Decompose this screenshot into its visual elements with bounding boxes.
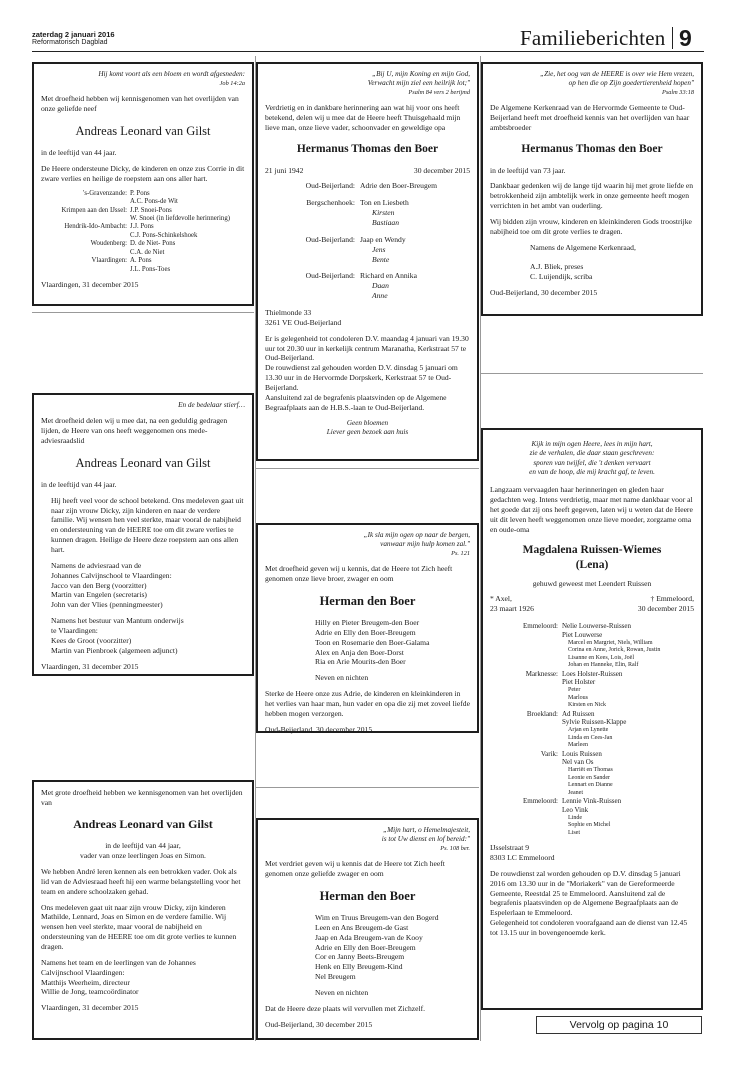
obituary-hermanus-den-boer-kerkenraad: [481, 62, 703, 316]
row-divider-right-1: [481, 373, 703, 374]
header-separator: [672, 27, 673, 49]
psalm-quote: „Zie, het oog van de HEERE is over wie Hem vrezen, op hen die op Zijn goedertierenheid hopen" Psalm 33:18: [540, 70, 694, 96]
intro-text: Met droefheid hebben wij kennisgenomen van het overlijden van onze geliefde neef: [41, 94, 239, 113]
place-date: Vlaardingen, 31 december 2015: [41, 661, 139, 671]
psalm-quote: „Bij U, mijn Koning en mijn God, Verwacht mijn ziel een heilrijk lot;" Psalm 84 vers 2 berijmd: [367, 70, 470, 96]
service-text: De rouwdienst zal gehouden worden D.V. dinsdag 5 januari om 13.30 uur in de Hervormde Dorpskerk, Kerkstraat 57 te Oud-Beijerland.: [265, 363, 458, 392]
condolence-text: Gelegenheid tot condoleren voorafgaand aan de dienst van 12.45 tot 13.15 uur in bovengenoemde kerk.: [490, 918, 688, 938]
paragraph-1: Dankbaar gedenken wij de lange tijd waarin hij met grote liefde en betrokkenheid zijn ambtelijk werk in onze gemeente heeft mogen verrichten in het ambt van ouderling.: [490, 181, 694, 211]
row-divider-left-1: [32, 312, 254, 313]
age-text: in de leeftijd van 44 jaar.: [41, 479, 117, 489]
body-text: Hij heeft veel voor de school betekend. Ons medeleven gaat uit naar zijn vrouw Dicky, zijn kinderen en naar de verdere familie. Wij wensen hen veel sterkte, maar vooral de nabijheid en ondersteuning van de HEERE toe om dit zware verlies te kunnen dragen. Heilige de Heere deze roepstem aan ons allen hart.: [51, 495, 244, 554]
address: Thielmonde 33 3261 VE Oud-Beijerland: [265, 307, 342, 327]
neven-nichten: Neven en nichten: [315, 673, 369, 683]
page-number: 9: [679, 25, 692, 51]
obituary-hermanus-den-boer-family: [256, 62, 479, 461]
intro-text: Met grote droefheid hebben we kennisgenomen van het overlijden van: [41, 788, 243, 807]
quote: En de bedelaar stierf…: [178, 401, 245, 409]
age-text: in de leeftijd van 44 jaar, vader van onze leerlingen Joas en Simon.: [80, 841, 206, 861]
psalm-quote: „Mijn hart, o Hemelmajesteit, is tot Uw dienst en lof bereid:" Ps. 108 ber.: [381, 826, 470, 852]
age-text: in de leeftijd van 73 jaar.: [490, 165, 566, 175]
closing-text: Dat de Heere deze plaats wil vervullen met Zichzelf.: [265, 1003, 426, 1013]
header-rule: [32, 51, 704, 52]
obituary-ruissen-wiemes: [481, 428, 703, 1010]
life-dates: * Axel, 23 maart 1926 † Emmeloord, 30 december 2015: [490, 594, 694, 614]
relatives-list: Hilly en Pieter Breugem-den Boer Adrie en Elly den Boer-Breugem Toon en Rosemarie den Boer-Galama Alex en Anja den Boer-Dorst Ria en Arie Mourits-den Boer: [315, 617, 430, 667]
paragraph-1: We hebben André leren kennen als een betrokken vader. Ook als lid van de Adviesraad heeft hij een warme belangstelling voor het team en andere schoolzaken gehad.: [41, 867, 241, 896]
intro-text: De Algemene Kerkenraad van de Hervormde Gemeente te Oud-Beijerland heeft met droefheid kennis van het overlijden van haar ambtsbroeder: [490, 103, 690, 132]
relatives-list: Wim en Truus Breugem-van den Bogerd Leen en Ans Breugem-de Gast Jaap en Ada Breugem-van de Kooy Adrie en Elly den Boer-Breugem Cor en Janny Beets-Breugem Henk en Elly Breugem-Kind Nel Breugem: [315, 912, 439, 982]
family-list: Oud-Beijerland: Adrie den Boer-Breugem Bergschenhoek: Ton en Liesbeth Kirsten Bastiaan Oud-Beijerland: Jaap en Wendy Jens Bente Oud-Beijerland: Richard en Annika Daan Anne: [305, 181, 438, 301]
continued-on-page-link[interactable]: Vervolg op pagina 10: [536, 1016, 702, 1034]
intro-text: Langzaam vervaagden haar herinneringen en gleden haar gedachten weg. Intens verdrietig, maar met name dankbaar voor al het goede dat zij ons heeft gegeven, laten wij u weten dat de Heere uit dit leven heeft weggenomen onze lieve moeder, zorgzame oma en oude-oma: [490, 485, 693, 534]
deceased-name: Magdalena Ruissen-Wiemes (Lena): [522, 543, 662, 571]
bible-quote: Hij komt voort als een bloem en wordt afgesneden: Job 14:2a: [98, 70, 245, 87]
place-date: Oud-Beijerland, 30 december 2015: [265, 724, 373, 734]
place-date: Oud-Beijerland, 30 december 2015: [265, 1019, 373, 1029]
neven-nichten: Neven en nichten: [315, 987, 369, 997]
life-dates: 21 juni 1942 30 december 2015: [265, 165, 470, 175]
place-date: Vlaardingen, 31 december 2015: [41, 1003, 139, 1013]
deceased-name: Andreas Leonard van Gilst: [75, 123, 211, 138]
signature-block-2: Namens het bestuur van Mantum onderwijs te Vlaardingen: Kees de Groot (voorzitter) Martin van Pienbroek (algemeen adjunct): [51, 616, 184, 655]
signature-block: Namens de Algemene Kerkenraad, A.J. Bliek, preses C. Luijendijk, scriba: [530, 242, 636, 282]
intro-text: Met droefheid delen wij u mee dat, na een geduldig gedragen lijden, de Heere van ons heeft weggenomen ons mede-adviesraadslid: [41, 416, 228, 445]
wish-text: De Heere ondersteune Dicky, de kinderen en onze zus Corrie in dit zware verlies en heilige de roepstem aan ons aller hart.: [41, 163, 245, 183]
burial-text: Aansluitend zal de begrafenis plaatsvinden op de Algemene Begraafplaats aan de H.B.S.-laan te Oud-Beijerland.: [265, 392, 447, 412]
row-divider-mid-1: [256, 468, 479, 469]
address: IJsselstraat 9 8303 LC Emmeloord: [490, 843, 555, 863]
intro-text: Met droefheid geven wij u kennis, dat de Heere tot Zich heeft genomen onze lieve broer, zwager en oom: [265, 564, 453, 583]
obituary-herman-den-boer-in-laws: [256, 818, 479, 1040]
age-text: in de leeftijd van 44 jaar.: [41, 147, 117, 157]
family-list: 's-Gravenzande: P. Pons A.C. Pons-de Wit Krimpen aan den IJssel: J.P. Snoei-Pons W. Snoei (in liefdevolle herinnering) Hendrik-Ido-Ambacht: J.J. Pons C.J. Pons-Schinkelshoek Woudenberg: D. de Niet- Pons C.A. de Niet Vlaardingen: A. Pons J.L. Pons-Toes: [61, 189, 230, 273]
deceased-name: Herman den Boer: [319, 593, 416, 608]
spouse-text: gehuwd geweest met Leendert Ruissen: [532, 578, 652, 588]
obituary-van-gilst-adviesraad: [32, 393, 254, 676]
obituary-herman-den-boer-siblings: [256, 523, 479, 733]
closing-note: Geen bloemen Liever geen bezoek aan huis: [326, 418, 409, 436]
deceased-name: Herman den Boer: [319, 888, 416, 903]
condolence-text: Er is gelegenheid tot condoleren D.V. maandag 4 januari van 19.30 uur tot 20.30 uur in kerkelijk centrum Maranatha, Kerkstraat 57 te Oud-Beijerland.: [265, 333, 469, 363]
row-divider-mid-2: [256, 787, 479, 788]
psalm-quote: „Ik sla mijn ogen op naar de bergen, vanwaar mijn hulp komen zal." Ps. 121: [363, 531, 470, 557]
place-date: Vlaardingen, 31 december 2015: [41, 280, 139, 290]
wish-text: Sterke de Heere onze zus Adrie, de kinderen en kleinkinderen in het verlies van haar man, hun vader en opa die zij met zoveel liefde hebben mogen verzorgen.: [265, 689, 470, 718]
signature-block: Namens het team en de leerlingen van de Johannes Calvijnschool Vlaardingen: Matthijs Weerheim, directeur Willie de Jong, teamcoördinator: [41, 957, 196, 997]
issue-date: zaterdag 2 januari 2016: [32, 30, 115, 39]
intro-text: Verdrietig en in dankbare herinnering aan wat hij voor ons heeft betekend, delen wij u mee dat de Heere heeft Thuisgehaald mijn lieve man, onze lieve vader, schoonvader en geweldige opa: [265, 103, 461, 132]
signature-block-1: Namens de adviesraad van de Johannes Calvijnschool te Vlaardingen: Jacco van den Berg (voorzitter) Martin van Engelen (secretaris) John van der Vlies (penningmeester): [51, 560, 172, 610]
intro-text: Met verdriet geven wij u kennis dat de Heere tot Zich heeft genomen onze geliefde zwager en oom: [265, 859, 445, 878]
newspaper-name: Reformatorisch Dagblad: [32, 39, 108, 46]
deceased-name: Hermanus Thomas den Boer: [521, 142, 663, 155]
family-list: Emmeloord: Nelie Louwerse-Ruissen Piet Louwerse Marcel en Margriet, Niels, William Corina en Anne, Jorick, Rowan, Justin Lisanne en Kees, Lois, Joël Johan en Hanneke, Elin, Ralf Marknesse: Loes Holster-Ruissen Piet Holster Peter Marlous Kirsten en Nick Broekland: Ad Ruissen Sylvie Ruissen-Klappe Arjan en Lynette Linda en Cees-Jan Marleen Varik: Louis Ruissen Nel van Os Harriët en Thomas Leonie en Sander Lennart en Dianne Jeanet Emmeloord: Lennie Vink-Ruissen Leo Vink Linde Sophie en Michel Liset: [523, 622, 661, 836]
service-text: De rouwdienst zal worden gehouden op D.V. dinsdag 5 januari 2016 om 13.30 uur in de "Moriakerk" van de Gereformeerde Gemeente, Reestdal 25 te Emmeloord. Aansluitend zal de begrafenis plaatsvinden op de Algemene Begraafplaats aan de Espelerlaan te Emmeloord.: [490, 868, 681, 918]
paragraph-2: Ons medeleven gaat uit naar zijn vrouw Dicky, zijn kinderen Mathilde, Lennard, Joas en Simon en de verdere familie. Wij wensen hen veel sterkte, maar vooral de nabijheid en ondersteuning van de HEERE toe om dit grote verlies te kunnen dragen.: [41, 902, 237, 952]
place-date: Oud-Beijerland, 30 december 2015: [490, 288, 598, 298]
deceased-name: Andreas Leonard van Gilst: [73, 816, 213, 831]
deceased-name: Andreas Leonard van Gilst: [75, 455, 211, 470]
poem-quote: Kijk in mijn ogen Heere, lees in mijn hart, zie de verhalen, die daar staan geschreven: sporen van twijfel, die 't denken vervaart en van de hoop, die mij kracht gaf, te leven.: [529, 440, 655, 477]
obituary-van-gilst-school: [32, 780, 254, 1040]
section-title: Familieberichten: [520, 26, 666, 50]
deceased-name: Hermanus Thomas den Boer: [296, 142, 439, 155]
obituary-van-gilst-family: [32, 62, 254, 306]
paragraph-2: Wij bidden zijn vrouw, kinderen en kleinkinderen Gods troostrijke nabijheid toe om dit grote verlies te dragen.: [490, 216, 692, 236]
